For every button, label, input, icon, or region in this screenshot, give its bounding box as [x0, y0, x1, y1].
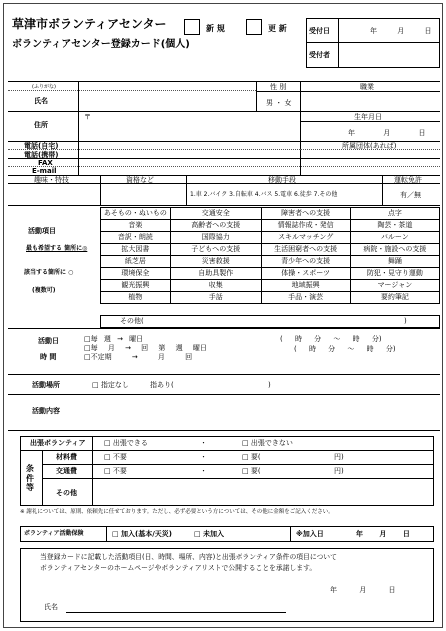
- insurance-not-joined[interactable]: □ 未加入: [194, 530, 225, 538]
- gender-label: 性 別: [270, 83, 287, 91]
- furigana-label: (ふりがな): [32, 84, 56, 90]
- mobile-phone-label: 電話(携帯): [24, 151, 59, 159]
- activity-item[interactable]: 情報誌作成・発信: [261, 220, 350, 232]
- activity-date-label: 活動日: [38, 337, 59, 345]
- birthdate-field[interactable]: 年 月 日: [348, 129, 426, 137]
- activity-row: [101, 232, 440, 244]
- activity-row: [101, 280, 440, 292]
- content-field[interactable]: [80, 396, 438, 428]
- received-date-field[interactable]: 年 月 日: [370, 27, 432, 35]
- material-label: 材料費: [56, 453, 77, 461]
- activity-item[interactable]: 体操・スポーツ: [261, 268, 350, 280]
- activity-item[interactable]: 舞踊: [350, 256, 439, 268]
- license-label: 運転免許: [394, 176, 422, 184]
- activity-item[interactable]: 手話: [170, 292, 261, 304]
- activity-item[interactable]: 災害救援: [170, 256, 261, 268]
- material-yes[interactable]: □ 要(: [242, 453, 261, 461]
- signature-line[interactable]: [66, 612, 286, 613]
- activity-item[interactable]: 障害者への支援: [261, 208, 350, 220]
- license-options[interactable]: 有／無: [400, 191, 421, 199]
- schedule-monthly[interactable]: □毎 月 → 回 第 週 曜日: [84, 344, 207, 352]
- fax-label: FAX: [38, 159, 53, 167]
- mobile-phone-field[interactable]: [80, 150, 298, 157]
- activity-item[interactable]: 紙芝居: [101, 256, 171, 268]
- schedule-irregular[interactable]: □不定期 → 月 回: [84, 353, 193, 361]
- new-label: 新 規: [206, 24, 225, 33]
- activity-item[interactable]: 要約筆記: [350, 292, 439, 304]
- birthdate-label: 生年月日: [354, 113, 382, 121]
- content-label: 活動内容: [32, 407, 60, 415]
- multiple-hint: (複数可): [32, 287, 56, 294]
- activity-item[interactable]: 生活困窮者への支援: [261, 244, 350, 256]
- activity-item[interactable]: 自助具製作: [170, 268, 261, 280]
- receiver-label: 受付者: [309, 51, 330, 59]
- received-date-label: 受付日: [309, 27, 330, 35]
- honorarium-note: ※ 謝礼については、原則、依頼先に任せております。ただし、必ず必要という方については、その他に金額をご記入ください。: [20, 509, 334, 515]
- activity-row: [101, 220, 440, 232]
- schedule-monthly-time[interactable]: ( 時 分 ～ 時 分): [294, 345, 396, 353]
- activity-item[interactable]: 点字: [350, 208, 439, 220]
- address-label: 住所: [34, 121, 48, 129]
- activity-item[interactable]: 病院・施設への支援: [350, 244, 439, 256]
- occupation-label: 職業: [360, 83, 374, 91]
- occupation-field[interactable]: [302, 92, 438, 110]
- email-label: E-mail: [32, 167, 57, 175]
- renew-checkbox[interactable]: [246, 19, 262, 35]
- insurance-join-date[interactable]: 年 月 日: [356, 530, 410, 538]
- name-label: 氏名: [34, 97, 48, 105]
- address-field[interactable]: [92, 113, 298, 139]
- activity-row: [101, 292, 440, 304]
- activity-items-label: 活動項目: [28, 227, 56, 235]
- email-field[interactable]: [80, 167, 438, 174]
- postal-mark: 〒: [84, 113, 91, 121]
- activity-item[interactable]: 音訳・朗読: [101, 232, 171, 244]
- travel-no[interactable]: □ 不要: [104, 467, 127, 475]
- schedule-weekly[interactable]: □毎 週 → 曜日: [84, 335, 144, 343]
- dispatch-yes[interactable]: □ 出張できる: [104, 439, 148, 447]
- activity-item[interactable]: 国際協力: [170, 232, 261, 244]
- name-field[interactable]: [80, 92, 254, 110]
- activity-item[interactable]: マージャン: [350, 280, 439, 292]
- consent-date[interactable]: 年 月 日: [330, 586, 396, 594]
- activity-item[interactable]: スキルマッチング: [261, 232, 350, 244]
- activity-item[interactable]: 音楽: [101, 220, 171, 232]
- hobby-field[interactable]: [10, 185, 98, 203]
- transport-label: 移動手段: [268, 176, 296, 184]
- material-unit: 円): [334, 453, 344, 461]
- activity-item[interactable]: あそもの・ぬいもの: [101, 208, 171, 220]
- gender-options[interactable]: 男 ・ 女: [266, 99, 292, 107]
- activity-row: [101, 208, 440, 220]
- activity-item[interactable]: 防犯・見守り運動: [350, 268, 439, 280]
- travel-label: 交通費: [56, 467, 77, 475]
- insurance-join-date-label: ※加入日: [296, 530, 324, 538]
- activity-item[interactable]: バルーン: [350, 232, 439, 244]
- place-label: 活動場所: [32, 381, 60, 389]
- activity-item[interactable]: 交通安全: [170, 208, 261, 220]
- qualification-field[interactable]: [102, 185, 184, 203]
- reception-box: [306, 18, 440, 68]
- activity-item[interactable]: 手品・演芸: [261, 292, 350, 304]
- conditions-side-label: 条件等: [26, 464, 34, 493]
- activity-item[interactable]: 環境保全: [101, 268, 171, 280]
- place-pref-close: ): [268, 381, 271, 389]
- activity-item[interactable]: 植物: [101, 292, 171, 304]
- material-no[interactable]: □ 不要: [104, 453, 127, 461]
- dispatch-label: 出張ボランティア: [30, 439, 86, 447]
- fax-field[interactable]: [80, 159, 438, 166]
- home-phone-label: 電話(自宅): [24, 142, 59, 150]
- affiliation-field[interactable]: [302, 150, 438, 157]
- registration-card: 草津市ボランティアセンター ボランティアセンター登録カード(個人) 新 規 更 新 受付日 年 月 日 受付者 (ふりがな) 氏名 性 別 男 ・ 女 職業 住所 〒 生年月日 年 月 日 電話(自宅) 電話(携帯) 所属団体(あれば) FAX E-mail 趣味・特技 資格など 移動手段 1.車 2.バイク 3.自転車 4.バス 5.電車 6.徒歩 7.その他 運転免許 有／無 活動項目 最も希望する 箇所に◎ 該当する箇所に ○ (複数可) あそもの・ぬいもの 交通安全 障害者への支援 点字 音楽 高齢者への支援 情報誌作成・発信 陶芸・茶道 音訳・朗読 国際協力 スキルマッチング バルーン 拡大図書 子どもへの支援 生活困窮者への支援 病院・施設への支援 紙芝居 災害救援 青少年への支援 舞踊 環境保全 自助具製作 体操・スポーツ 防犯・見守り運動 観光振興 収集 地域振興 マージャン 植物 手話 手品・演芸 要約筆記 その他( ) 活動日 時 間 □毎 週 → 曜日 ( 時 分 ～ 時 分) □毎 月 → 回 第 週 曜日 ( 時 分 ～ 時 分) □不定期 → 月 回 活動場所 □ 指定なし 指あり( ) 活動内容 出張ボランティア □ 出張できる ・ □ 出張できない 条件等 材料費 □ 不要 ・ □ 要( 円) 交通費 □ 不要 ・ □ 要( 円) その他 ※ 謝礼については、原則、依頼先に任せております。ただし、必ず必要という方については、その他に金額をご記入ください。 ボランティア活動保険 □ 加入(基本/天災) □ 未加入 ※加入日 年 月 日 当登録カードに記載した活動項目(日、時間、場所、内容)と出張ボランティア条件の項目について ボランティアセンターのホームページやボランティアリストで公開することを承諾します。 年 月 日 氏名: [3, 3, 443, 628]
- activity-item[interactable]: 収集: [170, 280, 261, 292]
- transport-options[interactable]: 1.車 2.バイク 3.自転車 4.バス 5.電車 6.徒歩 7.その他: [190, 191, 338, 198]
- card-subtitle: ボランティアセンター登録カード(個人): [12, 39, 190, 50]
- insurance-joined[interactable]: □ 加入(基本/天災): [112, 530, 173, 538]
- activity-other-label: その他(: [120, 317, 144, 325]
- priority-hint: 最も希望する 箇所に◎: [26, 245, 88, 252]
- consent-name-label: 氏名: [44, 603, 58, 611]
- dispatch-no[interactable]: □ 出張できない: [242, 439, 293, 447]
- other-cond-label: その他: [56, 489, 77, 497]
- activity-grid: [100, 207, 440, 304]
- activity-other-row[interactable]: [100, 315, 440, 328]
- other-cond-field[interactable]: [94, 480, 432, 504]
- activity-item[interactable]: 子どもへの支援: [170, 244, 261, 256]
- new-checkbox[interactable]: [184, 19, 200, 35]
- activity-item[interactable]: 高齢者への支援: [170, 220, 261, 232]
- possible-hint: 該当する箇所に ○: [24, 269, 74, 276]
- activity-time-label: 時 間: [40, 353, 57, 361]
- qualification-label: 資格など: [126, 176, 154, 184]
- activity-row: [101, 268, 440, 280]
- schedule-weekly-time[interactable]: ( 時 分 ～ 時 分): [280, 335, 382, 343]
- affiliation-label: 所属団体(あれば): [342, 142, 397, 150]
- renew-label: 更 新: [268, 24, 287, 33]
- place-no-pref[interactable]: □ 指定なし: [92, 381, 129, 389]
- card-title: 草津市ボランティアセンター: [12, 17, 167, 31]
- consent-text-2: ボランティアセンターのホームページやボランティアリストで公開することを承諾します。: [40, 564, 317, 572]
- home-phone-field[interactable]: [80, 142, 298, 149]
- consent-text-1: 当登録カードに記載した活動項目(日、時間、場所、内容)と出張ボランティア条件の項目について: [40, 553, 337, 561]
- travel-yes[interactable]: □ 要(: [242, 467, 261, 475]
- hobby-label: 趣味・特技: [34, 176, 69, 184]
- activity-item[interactable]: 拡大図書: [101, 244, 171, 256]
- place-pref[interactable]: 指あり(: [150, 381, 174, 389]
- insurance-label: ボランティア活動保険: [24, 530, 84, 537]
- activity-item[interactable]: 青少年への支援: [261, 256, 350, 268]
- activity-row: [101, 244, 440, 256]
- activity-item[interactable]: 陶芸・茶道: [350, 220, 439, 232]
- activity-other-close: ): [404, 317, 407, 325]
- travel-unit: 円): [334, 467, 344, 475]
- activity-item[interactable]: 観光振興: [101, 280, 171, 292]
- activity-item[interactable]: 地域振興: [261, 280, 350, 292]
- activity-row: [101, 256, 440, 268]
